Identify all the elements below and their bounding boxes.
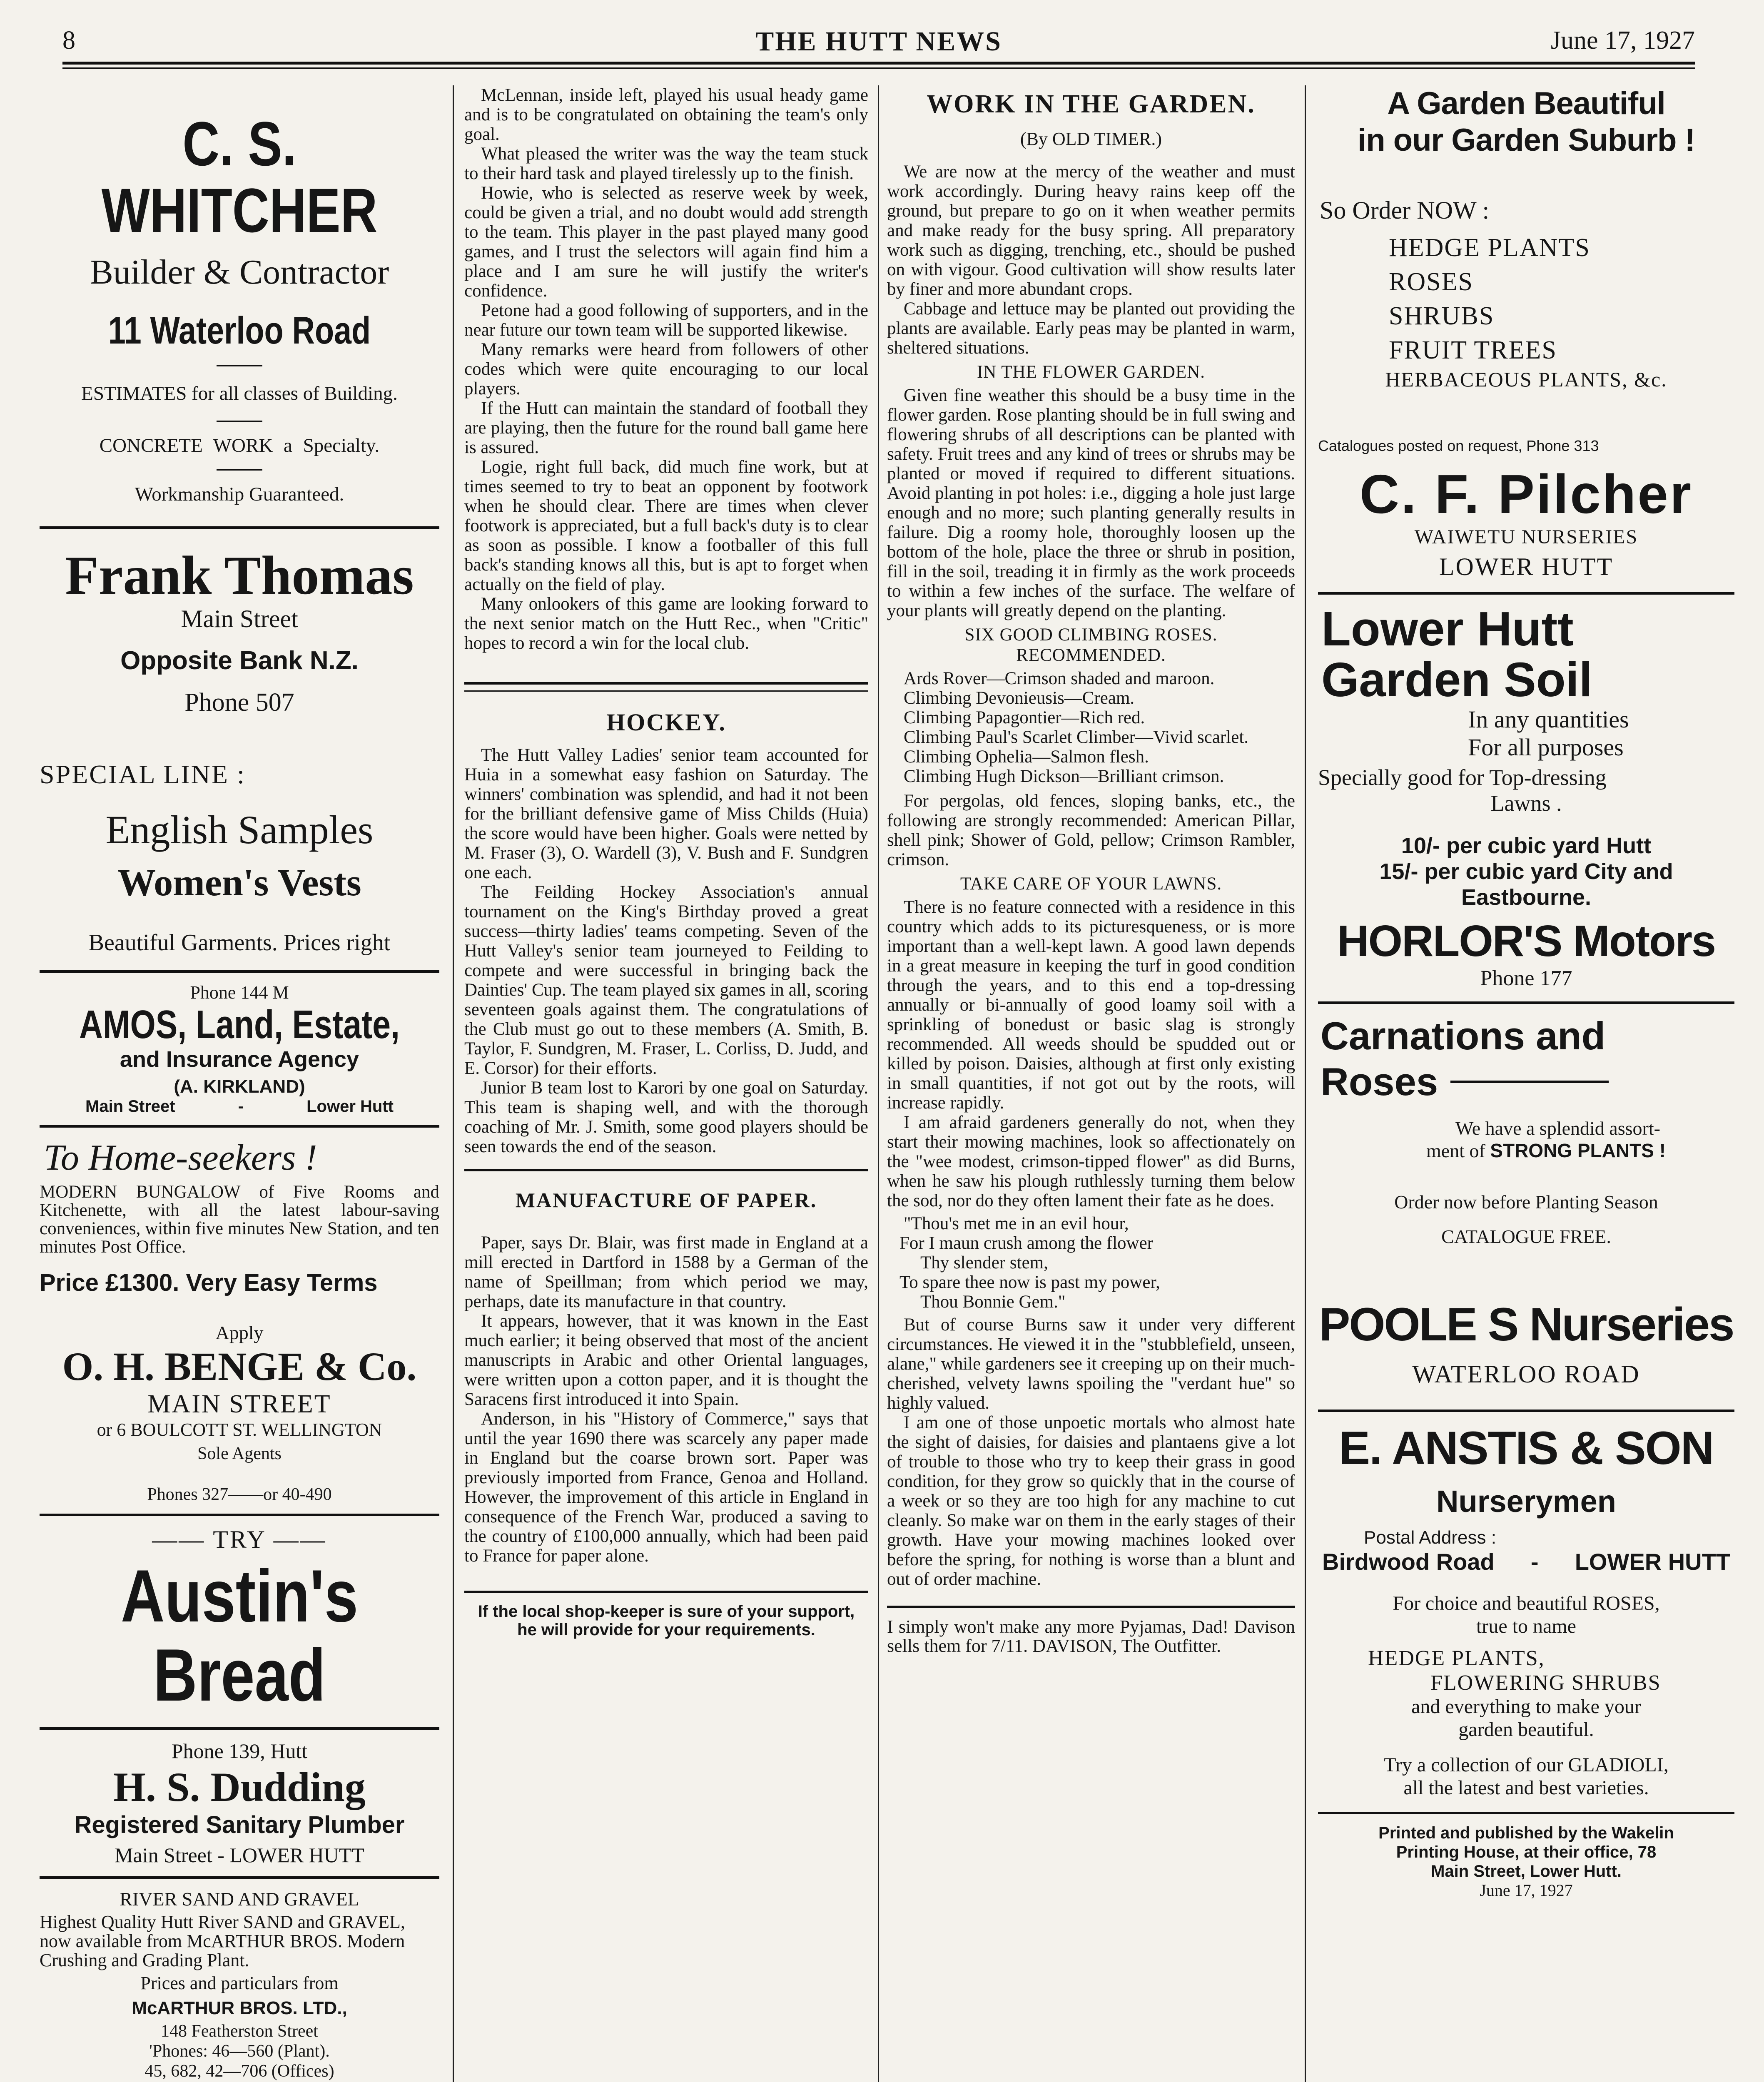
anstis-line: FLOWERING SHRUBS: [1430, 1671, 1661, 1695]
mcarthur-phones-1: 'Phones: 46—560 (Plant).: [149, 2042, 330, 2061]
football-paragraph: Petone had a good following of supporters, and in the near future our town team will be supported likewise.: [464, 301, 868, 340]
homeseekers-phones: Phones 327——or 40-490: [147, 1485, 332, 1504]
article-separator-thin: [464, 690, 868, 692]
frank-thomas-name: Frank Thomas: [65, 545, 414, 606]
pilcher-place: LOWER HUTT: [1439, 553, 1614, 580]
anstis-ad: [1318, 1421, 1734, 1799]
anstis-road-sep: -: [1530, 1549, 1539, 1575]
frank-thomas-opposite: Opposite Bank N.Z.: [120, 646, 359, 675]
pilcher-item: FRUIT TREES: [1389, 336, 1557, 364]
poole-ad: [1318, 1013, 1734, 1389]
amos-street-left: Main Street: [85, 1097, 175, 1116]
poem-line: Thou Bonnie Gem.": [920, 1292, 1066, 1312]
soil-title-1: Lower Hutt: [1321, 602, 1574, 656]
roses-item: Climbing Paul's Scarlet Climber—Vivid scarlet.: [904, 727, 1249, 747]
imprint-line: Printed and published by the Wakelin: [1378, 1824, 1674, 1842]
roses-item: Climbing Papagontier—Rich red.: [904, 708, 1145, 727]
poole-body-2b: STRONG PLANTS !: [1490, 1140, 1666, 1161]
garden-paragraph: We are now at the mercy of the weather and must work accordingly. During heavy rains keep off the ground, but prepare to go on it when weather permits and make ready for the busy spring. All preparatory work such as digging, trenching, etc., should be pushed on with vigour. Good cultivation will show results later by finer and more abundant crops.: [887, 162, 1295, 299]
pilcher-catalogue: Catalogues posted on request, Phone 313: [1318, 437, 1599, 454]
austin-name: Austin's Bread: [121, 1554, 358, 1716]
ad-separator: [40, 1514, 439, 1516]
poole-name: POOLE S Nurseries: [1319, 1298, 1734, 1350]
homeseekers-title: To Home-seekers !: [44, 1138, 317, 1178]
pilcher-herbaceous: HERBACEOUS PLANTS, &c.: [1385, 368, 1667, 391]
soil-line-4: Lawns .: [1490, 791, 1562, 816]
mcarthur-phones-2: 45, 682, 42—706 (Offices): [145, 2062, 334, 2081]
frank-thomas-street: Main Street: [181, 605, 298, 633]
whitcher-trade: Builder & Contractor: [90, 253, 389, 291]
anstis-road-left: Birdwood Road: [1322, 1549, 1495, 1575]
poem-line: Thy slender stem,: [920, 1253, 1048, 1273]
paper-paragraph: Paper, says Dr. Blair, was first made in England at a mill erected in Dartford in 1588 by a German of the name of Speillman; from which period we may, perhaps, date its manufacture in that country.: [464, 1233, 868, 1311]
austin-ad: [40, 1525, 439, 1715]
ad-separator: [1318, 1001, 1734, 1004]
ad-separator: [40, 970, 439, 973]
page-number: 8: [62, 26, 75, 55]
printer-imprint: [1318, 1823, 1734, 1900]
imprint-date: June 17, 1927: [1480, 1881, 1573, 1900]
ad-separator: [1318, 592, 1734, 595]
horlor-phone: Phone 177: [1480, 966, 1572, 990]
amos-street-row: [40, 1097, 439, 1116]
football-paragraph: McLennan, inside left, played his usual heady game and is to be congratulated on obtaining the team's only goal.: [464, 85, 868, 144]
anstis-road-right: LOWER HUTT: [1575, 1549, 1730, 1575]
garden-paragraph: Given fine weather this should be a busy time in the flower garden. Rose planting should be in full swing and flowering shrubs of all descriptions can be planted with safety. Fruit trees and any kind of trees or shrubs may be planted or moved if required to different situations. Avoid planting in pot holes: i.e., digging a hole just large enough and no more; such planting generally results in failure. Dig a roomy hole, thoroughly loosen up the bottom of the hole, place the three or shrub in position, fill in the soil, treading it in firmly as the work proceeds to within a few inches of the surface. The welfare of your plants will greatly depend on the planting.: [887, 386, 1295, 620]
homeseekers-alt: or 6 BOULCOTT ST. WELLINGTON: [97, 1420, 382, 1440]
pilcher-headline-1: A Garden Beautiful: [1387, 86, 1665, 121]
garden-byline: (By OLD TIMER.): [1020, 129, 1162, 149]
mcarthur-ad: [40, 1888, 439, 2081]
anstis-line: garden beautiful.: [1458, 1718, 1594, 1741]
masthead-rule-thin: [62, 67, 1695, 69]
austin-try: —— TRY ——: [152, 1526, 327, 1553]
pilcher-item: SHRUBS: [1389, 302, 1495, 330]
poole-body-2: [1318, 1139, 1734, 1162]
whitcher-concrete: CONCRETE WORK a Specialty.: [99, 435, 380, 456]
roses-item: Climbing Hugh Dickson—Brilliant crimson.: [904, 767, 1224, 786]
newspaper-title: THE HUTT NEWS: [755, 26, 1002, 57]
divider: [217, 421, 262, 422]
article-separator: [464, 682, 868, 685]
divider: [217, 365, 262, 366]
poole-free: CATALOGUE FREE.: [1441, 1226, 1611, 1247]
flower-garden-heading: IN THE FLOWER GARDEN.: [977, 362, 1206, 382]
ad-separator: [40, 1125, 439, 1128]
poole-order: Order now before Planting Season: [1394, 1191, 1658, 1213]
ad-separator: [1318, 1410, 1734, 1412]
dudding-name: H. S. Dudding: [113, 1764, 366, 1810]
masthead-rule: [62, 62, 1695, 65]
anstis-line: For choice and beautiful ROSES,: [1393, 1592, 1660, 1614]
hockey-paragraph: The Feilding Hockey Association's annual tournament on the King's Birthday proved a great success—thirty ladies' teams competing. Seven of the Hutt Valley's senior team journeyed to Feilding to compete and were successful in bringing back the Dainties' Cup. The team played six games in all, scoring seventeen goals against them. The congratulations of the Club must go out to these members (A. Smith, B. Taylor, F. Sundgren, M. Fraser, L. Corliss, D. Judd, and E. Corsor) for their efforts.: [464, 882, 868, 1078]
frank-thomas-special: SPECIAL LINE :: [40, 760, 246, 789]
ad-separator: [40, 1876, 439, 1879]
column-divider: [878, 85, 879, 2082]
paper-paragraph: Anderson, in his "History of Commerce," says that until the year 1690 there was scarcely any paper made in England but the coarse brown sort. Paper was previously imported from France, Genoa and Holland. However, the improvement of this article in England in consequence of the French War, produced a saving to the country of £100,000 annually, which had been paid to France for paper alone.: [464, 1409, 868, 1566]
burns-poem: [887, 1214, 1295, 1312]
garden-paragraph: I am afraid gardeners generally do not, when they start their mowing machines, look so affectionately on the "wee modest, crimson-tipped flower" as did Burns, when he saw his plough ruthlessly turning them below the sod, nor do they often lament their fate as he does.: [887, 1113, 1295, 1210]
davison-outfitter-ad: I simply won't make any more Pyjamas, Dad! Davison sells them for 7/11. DAVISON, The Outfitter.: [887, 1616, 1295, 1656]
amos-agency: and Insurance Agency: [120, 1047, 359, 1072]
column-4-ads: [1318, 85, 1734, 2082]
mcarthur-street: 148 Featherston Street: [161, 2022, 318, 2041]
homeseekers-apply: Apply: [215, 1322, 264, 1343]
anstis-line: Try a collection of our GLADIOLI,: [1384, 1754, 1669, 1776]
anstis-trade: Nurserymen: [1436, 1484, 1616, 1519]
football-paragraph: Howie, who is selected as reserve week by week, could be given a trial, and no doubt would add strength to the team. This player in the past played many good games, and I trust the selectors will again find him a place and I am sure he will justify the writer's confidence.: [464, 183, 868, 301]
mcarthur-body: Highest Quality Hutt River SAND and GRAVEL, now available from McARTHUR BROS. Modern Crushing and Grading Plant.: [40, 1912, 405, 1970]
amos-name: AMOS, Land, Estate,: [79, 1002, 400, 1047]
ad-separator: [40, 1727, 439, 1730]
soil-line-2: For all purposes: [1468, 734, 1624, 761]
issue-date: June 17, 1927: [1550, 26, 1695, 55]
mcarthur-prices: Prices and particulars from: [140, 1973, 339, 1993]
homeseekers-street: MAIN STREET: [147, 1390, 331, 1418]
roses-item: Climbing Devonieusis—Cream.: [904, 688, 1135, 708]
frank-thomas-garments: Beautiful Garments. Prices right: [88, 930, 391, 956]
frank-thomas-phone: Phone 507: [184, 688, 294, 717]
paper-paragraph: It appears, however, that it was known in the East much earlier; it being observed that most of the ancient manuscripts in Arabic and other Oriental languages, were written upon a cotton paper, and it is thought the Saracens first introduced it into Spain.: [464, 1311, 868, 1409]
poole-title-row: [1318, 1059, 1734, 1105]
homeseekers-sole: Sole Agents: [197, 1444, 282, 1463]
ad-separator: [40, 526, 439, 529]
poem-line: To spare thee now is past my power,: [899, 1273, 1160, 1292]
mcarthur-title: RIVER SAND AND GRAVEL: [120, 1888, 359, 1910]
roses-item: Ards Rover—Crimson shaded and maroon.: [904, 669, 1215, 688]
garden-title: WORK IN THE GARDEN.: [927, 90, 1256, 118]
dudding-address: Main Street - LOWER HUTT: [115, 1843, 364, 1867]
pilcher-item: ROSES: [1389, 268, 1473, 296]
shopkeeper-notice: If the local shop-keeper is sure of your support, he will provide for your requirements.: [478, 1602, 855, 1639]
hockey-paragraph: The Hutt Valley Ladies' senior team accounted for Huia in a somewhat easy fashion on Saturday. The winners' combination was splendid, and had it not been for the brilliant defensive game of Miss Childs (Huia) the score would have been higher. Goals were netted by M. Fraser (3), O. Wardell (3), V. Bush and F. Sundgren one each.: [464, 745, 868, 882]
column-1-ads: [40, 85, 439, 2082]
soil-price-3: Eastbourne.: [1461, 885, 1592, 910]
homeseekers-body: MODERN BUNGALOW of Five Rooms and Kitchenette, with all the latest labour-saving conveniences, within five minutes New Station, and ten minutes Post Office.: [40, 1182, 439, 1257]
whitcher-estimates: ESTIMATES for all classes of Building.: [81, 383, 398, 404]
anstis-line: all the latest and best varieties.: [1403, 1777, 1649, 1799]
anstis-line: true to name: [1476, 1615, 1576, 1637]
frank-thomas-samples: English Samples: [105, 807, 374, 852]
pilcher-nursery: WAIWETU NURSERIES: [1414, 526, 1638, 548]
football-paragraph: Many onlookers of this game are looking forward to the next senior match on the Hutt Rec., when "Critic" hopes to record a win for the local club.: [464, 594, 868, 653]
soil-line-3: Specially good for Top-dressing: [1318, 765, 1607, 790]
dudding-trade: Registered Sanitary Plumber: [74, 1811, 405, 1838]
frank-thomas-ad: [40, 538, 439, 956]
frank-thomas-vests: Women's Vests: [117, 861, 361, 904]
roses-item: Climbing Ophelia—Salmon flesh.: [904, 747, 1149, 767]
soil-line-1: In any quantities: [1468, 706, 1629, 733]
imprint-line: Printing House, at their office, 78: [1396, 1843, 1657, 1861]
pilcher-name: C. F. Pilcher: [1359, 463, 1693, 525]
poole-body-1: We have a splendid assort-: [1455, 1118, 1660, 1139]
soil-price-2: 15/- per cubic yard City and: [1379, 859, 1673, 884]
imprint-line: Main Street, Lower Hutt.: [1431, 1862, 1622, 1880]
horlor-firm: HORLOR'S Motors: [1337, 916, 1715, 966]
amos-street-right: Lower Hutt: [306, 1097, 394, 1116]
column-divider: [453, 85, 454, 2082]
anstis-road-row: [1318, 1548, 1734, 1575]
amos-ad: [40, 982, 439, 1116]
lawns-heading: TAKE CARE OF YOUR LAWNS.: [960, 874, 1222, 894]
soil-title-2: Garden Soil: [1321, 652, 1593, 707]
dudding-phone: Phone 139, Hutt: [171, 1739, 308, 1763]
anstis-name: E. ANSTIS & SON: [1339, 1422, 1714, 1474]
hockey-article: [464, 708, 868, 1156]
poem-line: For I maun crush among the flower: [899, 1233, 1154, 1253]
column-3-garden: [887, 85, 1295, 2082]
article-separator: [464, 1169, 868, 1171]
paper-article: [464, 1188, 868, 1566]
divider: [217, 469, 262, 471]
pilcher-item: HEDGE PLANTS: [1389, 234, 1590, 262]
pilcher-ad: [1318, 85, 1734, 581]
pilcher-items: [1318, 231, 1734, 367]
whitcher-guarantee: Workmanship Guaranteed.: [135, 483, 344, 505]
homeseekers-ad: [40, 1137, 439, 1504]
poole-body-2a: ment of: [1426, 1140, 1490, 1161]
article-separator: [887, 1606, 1295, 1608]
garden-paragraph: But of course Burns saw it under very different circumstances. He viewed it in the "stubblefield, unseen, alane," while gardeners see it creeping up on their much-cherished, velvety lawns spoiling the "verdant hue" so highly valued.: [887, 1315, 1295, 1413]
amos-kirkland: (A. KIRKLAND): [174, 1076, 305, 1097]
football-article: [464, 85, 868, 653]
column-2-articles: [464, 85, 868, 2082]
pilcher-headline-2: in our Garden Suburb !: [1358, 122, 1695, 158]
football-paragraph: Many remarks were heard from followers of other codes which were quite encouraging to our local players.: [464, 340, 868, 398]
dudding-ad: [40, 1739, 439, 1867]
paper-title: MANUFACTURE OF PAPER.: [515, 1188, 817, 1212]
whitcher-name: C. S. WHITCHER: [101, 109, 378, 245]
homeseekers-price: Price £1300. Very Easy Terms: [40, 1269, 378, 1296]
poole-title-2: Roses: [1321, 1060, 1438, 1103]
anstis-postal: Postal Address :: [1364, 1527, 1496, 1548]
whitcher-ad: [40, 85, 439, 506]
poem-line: "Thou's met me in an evil hour,: [904, 1214, 1129, 1233]
climbing-roses-heading: SIX GOOD CLIMBING ROSES. RECOMMENDED.: [964, 625, 1218, 665]
poole-title-rule: [1450, 1081, 1609, 1083]
whitcher-address: 11 Waterloo Road: [108, 309, 371, 352]
soil-price-1: 10/- per cubic yard Hutt: [1401, 833, 1652, 858]
garden-paragraph: I am one of those unpoetic mortals who almost hate the sight of daisies, for daisies and plantaens give a lot of trouble to those who try to keep their grass in good condition, for they grow so quickly that in the course of a week or so they are too high for any machine to cut cleanly. So make war on them in the early stages of their growth. Have your mowing machines looked over before the spring, for nothing is worse than a blunt and out of order machine.: [887, 1413, 1295, 1589]
anstis-line: and everything to make your: [1411, 1696, 1641, 1718]
anstis-line: HEDGE PLANTS,: [1368, 1646, 1545, 1670]
football-paragraph: If the Hutt can maintain the standard of football they are playing, then the future for the round ball game here is assured.: [464, 398, 868, 457]
amos-phone: Phone 144 M: [190, 982, 289, 1003]
amos-street-sep: -: [238, 1097, 244, 1116]
football-paragraph: What pleased the writer was the way the team stuck to their hard task and played tirelessly up to the finish.: [464, 144, 868, 183]
garden-paragraph: For pergolas, old fences, sloping banks, etc., the following are strongly recommended: American Pillar, shell pink; Shower of Gold, pellow; Crimson Rambler, crimson.: [887, 791, 1295, 869]
hockey-title: HOCKEY.: [606, 709, 726, 736]
hockey-paragraph: Junior B team lost to Karori by one goal on Saturday. This team is shaping well, and with the thorough coaching of Mr. J. Smith, some good players should be seen towards the end of the season.: [464, 1078, 868, 1156]
column-divider: [1305, 85, 1306, 2082]
football-paragraph: Logie, right full back, did much fine work, but at times seemed to try to beat an opponent by footwork when he should clear. There are times when clever footwork is appreciated, but a full back's duty is to clear as soon as possible. I know a footballer of this full back's standing knows all this, but is apt to forget when actually on the field of play.: [464, 457, 868, 594]
garden-soil-ad: [1318, 604, 1734, 991]
pilcher-order: So Order NOW :: [1320, 197, 1490, 224]
ad-separator: [1318, 1812, 1734, 1814]
article-separator: [464, 1591, 868, 1593]
masthead: [62, 26, 1695, 67]
poole-title-1: Carnations and: [1321, 1014, 1606, 1058]
homeseekers-agent: O. H. BENGE & Co.: [62, 1344, 417, 1389]
garden-paragraph: There is no feature connected with a residence in this country which adds to its picturesqueness, or is more important than a well-kept lawn. A good lawn depends in a great measure in keeping the turf in good condition through the years, and to this end a top-dressing annually or bi-annually of good loamy soil with a sprinkling of bonedust or basic slag is strongly recommended. All weeds should be spudded out or killed by poison. Daisies, although at first only existing in small quantities, if not got out by the roots, will increase rapidly.: [887, 897, 1295, 1113]
poole-road: WATERLOO ROAD: [1412, 1360, 1640, 1388]
mcarthur-firm: McARTHUR BROS. LTD.,: [132, 1998, 347, 2018]
garden-paragraph: Cabbage and lettuce may be planted out providing the plants are available. Early peas may be planted in warm, sheltered situations.: [887, 299, 1295, 358]
